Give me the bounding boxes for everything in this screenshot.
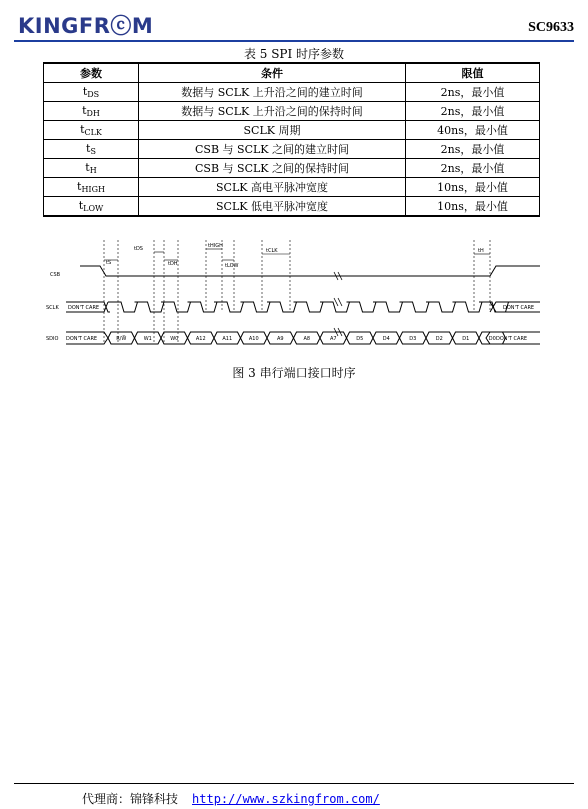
param-symbol: t	[82, 85, 88, 98]
sdio-bit-label: A12	[195, 336, 206, 342]
csb-waveform	[80, 266, 540, 276]
sdio-bit-label: W1	[143, 336, 152, 342]
table-title: 表 5 SPI 时序参数	[243, 47, 345, 61]
sdio-bit-label: D3	[409, 336, 417, 342]
sdio-bit-label: A10	[248, 336, 259, 342]
spi-timing-table	[43, 62, 540, 217]
table-row	[44, 102, 540, 121]
limit-cell: 40ns，最小值	[406, 121, 540, 140]
col-header-condition: 条件	[139, 63, 406, 83]
param-subscript: DS	[87, 90, 100, 99]
param-symbol: t	[78, 199, 84, 212]
signal-label-sdio: SDIO	[46, 336, 59, 342]
param-cell	[44, 102, 139, 121]
dont-care-sclk-right: DON'T CARE	[503, 305, 535, 311]
timing-label-tdh: tDH	[168, 261, 178, 267]
param-symbol: t	[80, 123, 85, 136]
condition-cell: 数据与 SCLK 上升沿之间的建立时间	[139, 83, 406, 102]
sdio-bit-label: A11	[222, 336, 233, 342]
param-cell	[44, 178, 139, 197]
condition-cell: SCLK 高电平脉冲宽度	[139, 178, 406, 197]
dont-care-sdio-left: DON'T CARE	[66, 336, 98, 342]
timing-arrows	[104, 249, 490, 260]
figure-caption: 图 3 串行端口接口时序	[232, 366, 356, 380]
param-subscript: HIGH	[81, 185, 105, 194]
dont-care-sdio-right: DON'T CARE	[496, 336, 528, 342]
sdio-bit-cells	[108, 332, 506, 344]
sdio-bit-label: R/W̅	[116, 336, 127, 342]
param-symbol: t	[86, 142, 91, 155]
timing-label-tclk: tCLK	[266, 248, 278, 254]
footer-divider	[14, 783, 574, 784]
sdio-bit-label: W0	[170, 336, 179, 342]
timing-label-ts: tS	[106, 260, 112, 266]
col-header-param: 参数	[44, 63, 139, 83]
timing-label-thigh: tHIGH	[208, 243, 223, 249]
param-symbol: t	[85, 161, 90, 174]
sclk-waveform	[66, 302, 540, 312]
timing-label-th: tH	[478, 248, 484, 254]
table-header-row	[44, 63, 540, 83]
table-row	[44, 83, 540, 102]
param-subscript: CLK	[84, 128, 102, 137]
sdio-bit-label: D5	[356, 336, 364, 342]
condition-cell: SCLK 周期	[139, 121, 406, 140]
param-subscript: H	[89, 166, 97, 175]
footer	[82, 790, 380, 807]
footer-website-link[interactable]: http://www.szkingfrom.com/	[192, 792, 380, 806]
param-symbol: t	[82, 104, 87, 117]
sdio-bit-label: D4	[382, 336, 390, 342]
limit-cell: 10ns，最小值	[406, 178, 540, 197]
dont-care-sclk-left: DON'T CARE	[68, 305, 100, 311]
param-symbol: t	[77, 180, 82, 193]
signal-label-sclk: SCLK	[46, 305, 59, 311]
param-subscript: S	[90, 147, 96, 156]
condition-cell: SCLK 低电平脉冲宽度	[139, 197, 406, 217]
footer-agent-label: 代理商：锦锋科技	[82, 792, 179, 806]
sdio-bit-label: A8	[303, 336, 311, 342]
timing-reference-lines	[104, 240, 490, 344]
col-header-limit: 限值	[406, 63, 540, 83]
table-row	[44, 121, 540, 140]
limit-cell: 10ns，最小值	[406, 197, 540, 217]
param-subscript: LOW	[83, 204, 104, 213]
limit-cell: 2ns，最小值	[406, 83, 540, 102]
limit-cell: 2ns，最小值	[406, 102, 540, 121]
sdio-bit-label: A9	[276, 336, 284, 342]
header-divider	[14, 40, 574, 42]
param-cell	[44, 159, 139, 178]
sdio-bit-label: D2	[435, 336, 443, 342]
condition-cell: CSB 与 SCLK 之间的保持时间	[139, 159, 406, 178]
limit-cell: 2ns，最小值	[406, 140, 540, 159]
condition-cell: 数据与 SCLK 上升沿之间的保持时间	[139, 102, 406, 121]
param-cell	[44, 140, 139, 159]
condition-cell: CSB 与 SCLK 之间的建立时间	[139, 140, 406, 159]
table-row	[44, 197, 540, 217]
sdio-bit-label: A7	[329, 336, 337, 342]
break-marks	[334, 272, 342, 336]
param-cell	[44, 83, 139, 102]
company-logo: KINGFRⓒM	[18, 14, 154, 38]
spi-timing-diagram	[0, 232, 588, 362]
table-row	[44, 159, 540, 178]
table-row	[44, 178, 540, 197]
document-id: SC9633	[528, 20, 574, 35]
sdio-bit-label: D0	[488, 336, 496, 342]
param-subscript: DH	[86, 109, 100, 118]
signal-label-csb: CSB	[50, 272, 61, 278]
limit-cell: 2ns，最小值	[406, 159, 540, 178]
timing-label-tlow: tLOW	[225, 263, 239, 269]
param-cell	[44, 197, 139, 217]
timing-label-tds: tDS	[134, 246, 143, 252]
table-row	[44, 140, 540, 159]
sdio-bit-label: D1	[462, 336, 470, 342]
param-cell	[44, 121, 139, 140]
